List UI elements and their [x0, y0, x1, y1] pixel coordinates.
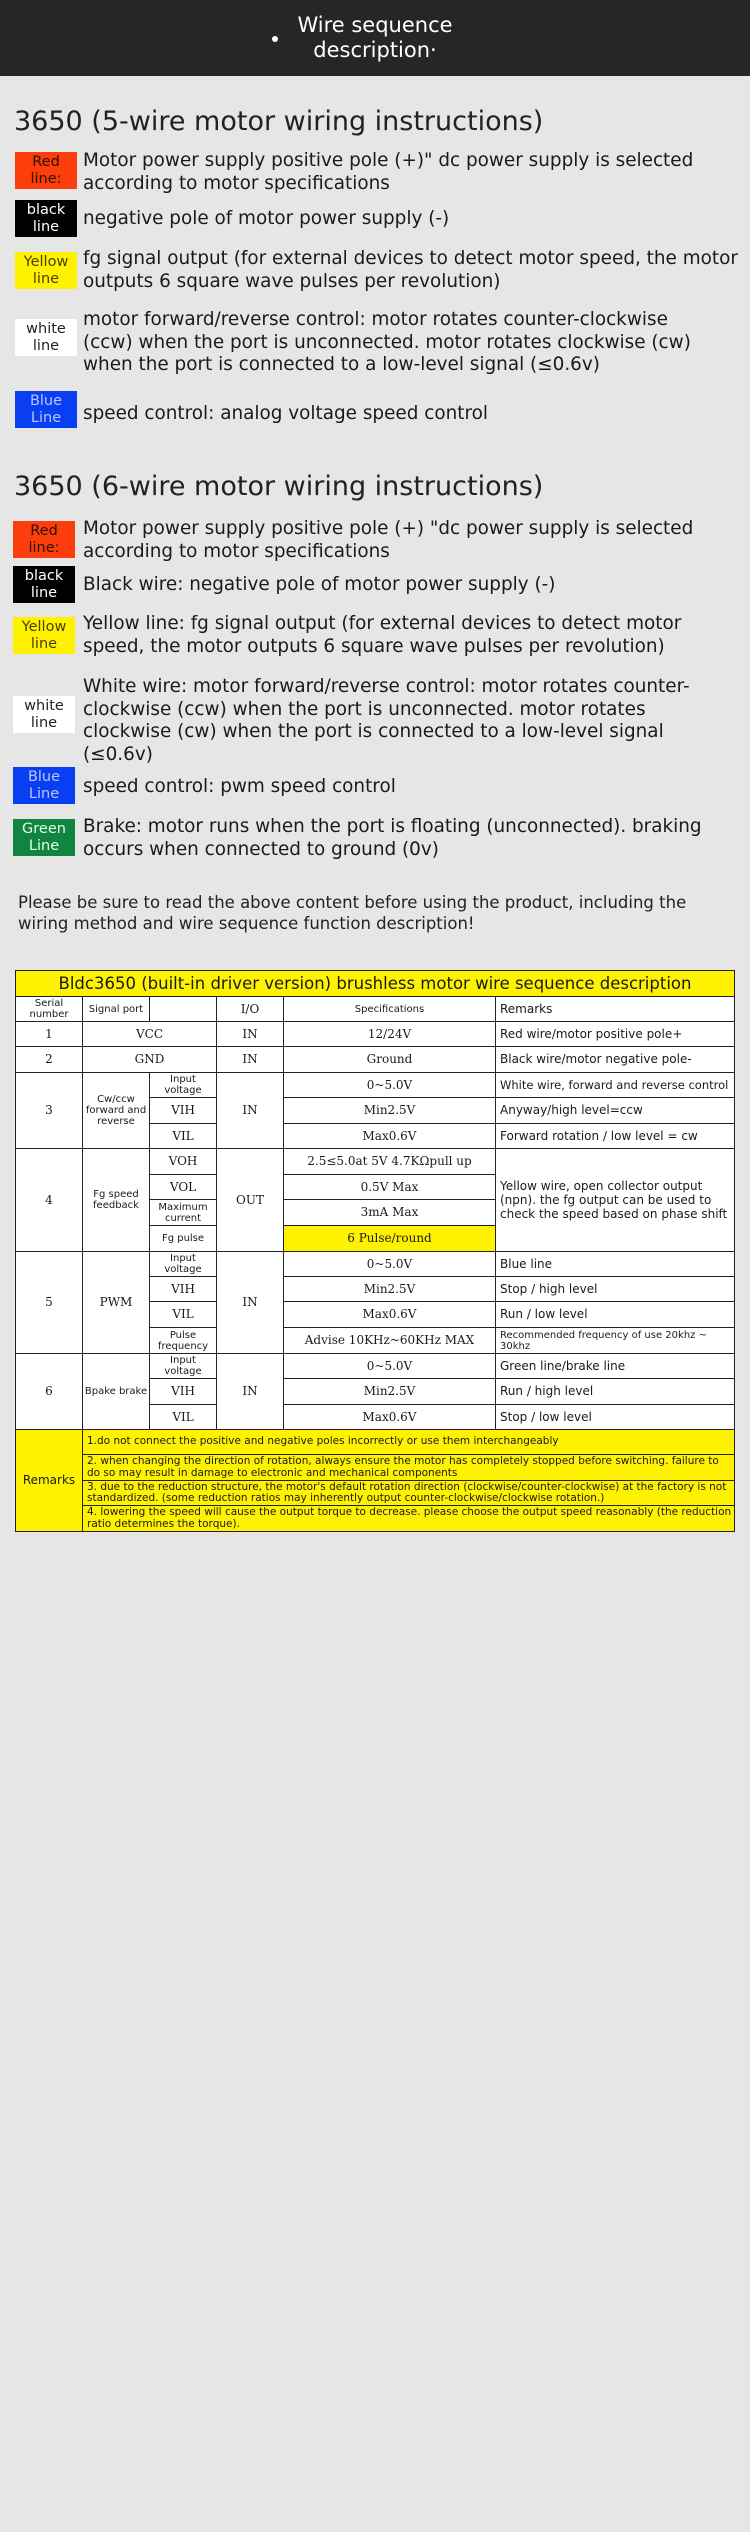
row3-spec-vih: Min2.5V [283, 1097, 496, 1124]
row5-port: PWM [82, 1251, 150, 1354]
row6-remark-3: Stop / low level [495, 1404, 735, 1430]
tag-blue: Blue Line [13, 767, 75, 804]
row4-spec-voh: 2.5≤5.0at 5V 4.7KΩpull up [283, 1148, 496, 1175]
header-specifications: Specifications [283, 996, 496, 1022]
row1-serial: 1 [15, 1021, 83, 1047]
header-serial: Serial number [15, 996, 83, 1022]
table-title: Bldc3650 (built-in driver version) brushless motor wire sequence description [15, 970, 735, 997]
desc-red: Motor power supply positive pole (+)" dc power supply is selected according to motor specifications [83, 150, 694, 194]
desc-blue: speed control: pwm speed control [83, 776, 396, 797]
desc-white: motor forward/reverse control: motor rotates counter-clockwise (ccw) when the port is unconnected. motor rotates clockwise (cw) when the port is connected to a low-level signal (≤0.6v) [83, 309, 691, 375]
row1-remark: Red wire/motor positive pole+ [495, 1021, 735, 1047]
remark-4: 4. lowering the speed will cause the output torque to decrease. please choose the output speed reasonably (the reduction ratio determines the torque). [82, 1505, 735, 1532]
row4-remark: Yellow wire, open collector output (npn). the fg output can be used to check the speed based on phase shift [495, 1148, 735, 1252]
row6-remark-2: Run / high level [495, 1378, 735, 1405]
row4-io: OUT [216, 1148, 284, 1252]
header-title-line1: Wire sequence [297, 13, 453, 37]
row5-spec-input: 0~5.0V [283, 1251, 496, 1277]
row3-sub-vil: VIL [149, 1123, 217, 1149]
header-signal-port: Signal port [82, 996, 150, 1022]
desc-red: Motor power supply positive pole (+) "dc power supply is selected according to motor specifications [83, 518, 694, 562]
row5-sub-vil: VIL [149, 1301, 217, 1328]
row4-spec-vol: 0.5V Max [283, 1174, 496, 1200]
row6-spec-input: 0~5.0V [283, 1353, 496, 1379]
row5-sub-input: Input voltage [149, 1251, 217, 1277]
row2-spec: Ground [283, 1046, 496, 1073]
row3-io: IN [216, 1072, 284, 1149]
section-6wire-title: 3650 (6-wire motor wiring instructions) [14, 471, 544, 502]
tag-green: Green Line [13, 819, 75, 856]
row2-serial: 2 [15, 1046, 83, 1073]
row5-serial: 5 [15, 1251, 83, 1354]
row4-serial: 4 [15, 1148, 83, 1252]
row6-port: Bpake brake [82, 1353, 150, 1430]
section-5wire-title: 3650 (5-wire motor wiring instructions) [14, 106, 544, 137]
row5-io: IN [216, 1251, 284, 1354]
row2-remark: Black wire/motor negative pole- [495, 1046, 735, 1073]
header-title-line2: description· [313, 38, 437, 62]
row4-sub-pulse: Fg pulse [149, 1225, 217, 1252]
row5-remark-1: Blue line [495, 1251, 735, 1277]
row1-io: IN [216, 1021, 284, 1047]
row2-port: GND [82, 1046, 217, 1073]
tag-red: Red line: [15, 152, 77, 189]
tag-red: Red line: [13, 521, 75, 558]
desc-yellow: Yellow line: fg signal output (for external devices to detect motor speed, the motor outputs 6 square wave pulses per revolution) [83, 613, 682, 657]
tag-black: black line [13, 566, 75, 603]
row5-sub-vih: VIH [149, 1276, 217, 1302]
tag-white: white line [15, 319, 77, 356]
desc-blue: speed control: analog voltage speed control [83, 403, 488, 424]
desc-black: Black wire: negative pole of motor power supply (-) [83, 574, 556, 595]
row6-remark-1: Green line/brake line [495, 1353, 735, 1379]
header-remarks: Remarks [495, 996, 735, 1022]
row1-spec: 12/24V [283, 1021, 496, 1047]
row6-sub-vih: VIH [149, 1378, 217, 1405]
tag-blue: Blue Line [15, 391, 77, 428]
row6-sub-input: Input voltage [149, 1353, 217, 1379]
row5-remark-2: Stop / high level [495, 1276, 735, 1302]
row5-remark-3: Run / low level [495, 1301, 735, 1328]
row2-io: IN [216, 1046, 284, 1073]
row3-remark-2: Anyway/high level=ccw [495, 1097, 735, 1124]
row4-sub-current: Maximum current [149, 1199, 217, 1226]
desc-white: White wire: motor forward/reverse control: motor rotates counter-clockwise (ccw) when the port is unconnected. motor rotates clockwise (cw) when the port is connected to a low-level signal (≤0.6v) [83, 676, 690, 765]
row4-spec-current: 3mA Max [283, 1199, 496, 1226]
remark-1: 1.do not connect the positive and negative poles incorrectly or use them interchangeably [82, 1429, 735, 1455]
row3-remark-1: White wire, forward and reverse control [495, 1072, 735, 1098]
header-blank [149, 996, 217, 1022]
row3-serial: 3 [15, 1072, 83, 1149]
row5-remark-4: Recommended frequency of use 20khz ~ 30khz [495, 1327, 735, 1354]
remark-3: 3. due to the reduction structure, the motor's default rotation direction (clockwise/counter-clockwise) at the factory is not standardized. (some reduction ratios may inherently output counter-clockwise/clockwise rotation.) [82, 1480, 735, 1506]
row5-spec-vil: Max0.6V [283, 1301, 496, 1328]
row4-port: Fg speed feedback [82, 1148, 150, 1252]
row6-spec-vil: Max0.6V [283, 1404, 496, 1430]
header-io: I/O [216, 996, 284, 1022]
row4-sub-voh: VOH [149, 1148, 217, 1175]
usage-note: Please be sure to read the above content before using the product, including the wiring method and wire sequence function description! [18, 893, 687, 933]
row3-remark-3: Forward rotation / low level = cw [495, 1123, 735, 1149]
tag-black: black line [15, 200, 77, 237]
row6-io: IN [216, 1353, 284, 1430]
remark-2: 2. when changing the direction of rotation, always ensure the motor has completely stopped before switching. failure to do so may result in damage to electronic and mechanical components [82, 1454, 735, 1481]
row5-spec-freq: Advise 10KHz~60KHz MAX [283, 1327, 496, 1354]
row5-sub-freq: Pulse frequency [149, 1327, 217, 1354]
header-banner [0, 0, 750, 76]
row3-spec-vil: Max0.6V [283, 1123, 496, 1149]
row6-serial: 6 [15, 1353, 83, 1430]
row6-spec-vih: Min2.5V [283, 1378, 496, 1405]
row6-sub-vil: VIL [149, 1404, 217, 1430]
row1-port: VCC [82, 1021, 217, 1047]
row5-spec-vih: Min2.5V [283, 1276, 496, 1302]
desc-green: Brake: motor runs when the port is floating (unconnected). braking occurs when connected to ground (0v) [83, 816, 702, 860]
tag-yellow: Yellow line [15, 252, 77, 289]
row3-port: Cw/ccw forward and reverse [82, 1072, 150, 1149]
tag-yellow: Yellow line [13, 617, 75, 654]
row3-spec-input: 0~5.0V [283, 1072, 496, 1098]
row4-spec-pulse: 6 Pulse/round [283, 1225, 496, 1252]
remarks-label: Remarks [15, 1429, 83, 1532]
row3-sub-vih: VIH [149, 1097, 217, 1124]
row3-sub-input: Input voltage [149, 1072, 217, 1098]
tag-white: white line [13, 696, 75, 733]
row4-sub-vol: VOL [149, 1174, 217, 1200]
desc-yellow: fg signal output (for external devices to detect motor speed, the motor outputs 6 square wave pulses per revolution) [83, 248, 738, 292]
wire-sequence-table [15, 970, 735, 2532]
desc-black: negative pole of motor power supply (-) [83, 208, 450, 229]
